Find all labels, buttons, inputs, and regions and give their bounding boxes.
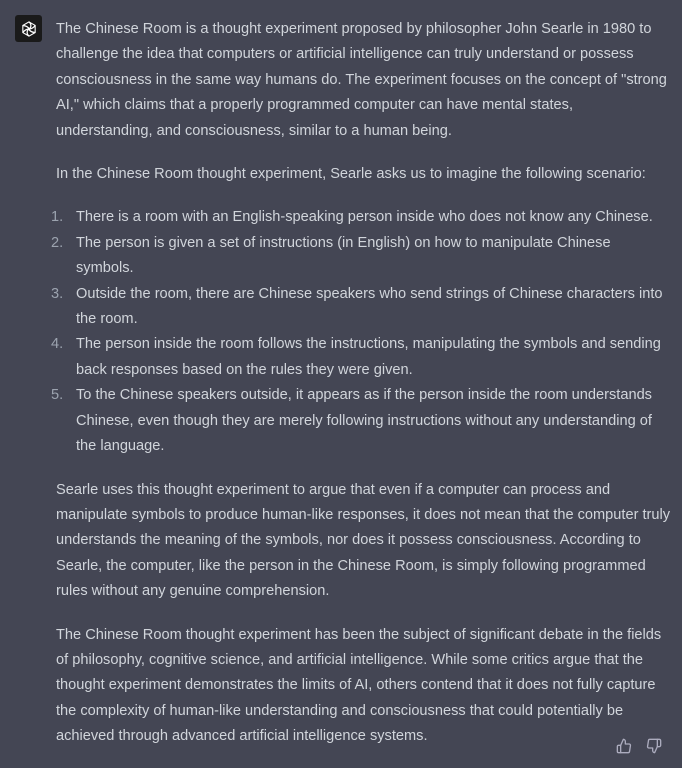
thumbs-up-button[interactable] bbox=[616, 738, 632, 754]
list-item-number: 1. bbox=[51, 209, 64, 226]
thumbs-down-icon bbox=[646, 738, 662, 754]
list-item bbox=[51, 332, 672, 383]
message-paragraph: In the Chinese Room thought experiment, Searle asks us to imagine the following scenario: bbox=[56, 166, 646, 183]
feedback-buttons bbox=[616, 738, 662, 754]
list-item-text: The person inside the room follows the instructions, manipulating the symbols and sending back responses based on the rules they were given. bbox=[76, 336, 661, 378]
assistant-avatar bbox=[15, 15, 42, 42]
message-paragraph: The Chinese Room is a thought experiment proposed by philosopher John Searle in 1980 to challenge the idea that computers or artificial intelligence can truly understand or possess consciousness in the same way humans do. The experiment focuses on the concept of "strong AI," which claims that a properly programmed computer can have mental states, understanding, and consciousness, similar to a human being. bbox=[56, 21, 667, 139]
openai-logo-icon bbox=[19, 19, 39, 39]
thumbs-down-button[interactable] bbox=[646, 738, 662, 754]
list-item-number: 5. bbox=[51, 387, 64, 404]
list-item bbox=[51, 205, 672, 230]
thumbs-up-icon bbox=[616, 738, 632, 754]
list-item bbox=[51, 282, 672, 333]
list-item-text: To the Chinese speakers outside, it appears as if the person inside the room understands Chinese, even though they are merely following instructions without any understanding of the language. bbox=[76, 387, 652, 455]
list-item-number: 4. bbox=[51, 336, 64, 353]
scenario-list bbox=[51, 205, 672, 459]
list-item bbox=[51, 383, 672, 459]
list-item-number: 3. bbox=[51, 285, 64, 302]
list-item-text: There is a room with an English-speaking person inside who does not know any Chinese. bbox=[76, 209, 653, 226]
list-item-text: Outside the room, there are Chinese speakers who send strings of Chinese characters into the room. bbox=[76, 285, 663, 328]
message-paragraph: Searle uses this thought experiment to argue that even if a computer can process and manipulate symbols to produce human-like responses, it does not mean that the computer truly understands the meaning of the symbols, nor does it possess consciousness. According to Searle, the computer, like the person in the Chinese Room, is simply following programmed rules without any genuine comprehension. bbox=[56, 481, 671, 600]
list-item-text: The person is given a set of instructions (in English) on how to manipulate Chinese symbols. bbox=[76, 234, 611, 277]
message-paragraph: The Chinese Room thought experiment has been the subject of significant debate in the fields of philosophy, cognitive science, and artificial intelligence. While some critics argue that the thought experiment demonstrates the limits of AI, others contend that it does not fully capture the complexity of human-like understanding and consciousness that could potentially be achieved through advanced artificial intelligence systems. bbox=[56, 626, 662, 745]
assistant-message bbox=[51, 17, 672, 768]
list-item bbox=[51, 231, 672, 282]
list-item-number: 2. bbox=[51, 234, 64, 251]
